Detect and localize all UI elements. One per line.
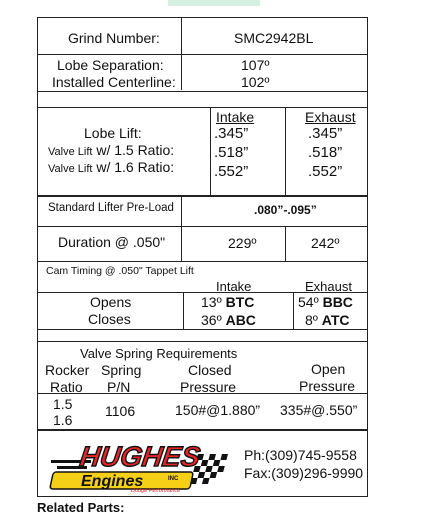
- lift-exhaust-header: Exhaust: [305, 109, 356, 125]
- divider: [293, 292, 294, 329]
- top-accent-bar: [168, 0, 260, 6]
- contact-phone: Ph:(309)745-9558: [244, 447, 357, 463]
- cam-timing-exhaust-header: Exhaust: [305, 279, 352, 294]
- cam-spec-card: [37, 17, 368, 497]
- duration-label: Duration @ .050": [58, 234, 166, 250]
- spring-col-closed-pressure: Pressure: [180, 379, 237, 395]
- divider: [181, 18, 182, 54]
- cam-timing-title: Cam Timing @ .050" Tappet Lift: [46, 265, 194, 277]
- opens-label: Opens: [90, 294, 132, 310]
- valve-lift-15-exhaust: .518”: [308, 144, 343, 161]
- logo-inc-text: INC: [168, 476, 179, 482]
- logo-engines-text: Engines: [81, 473, 144, 490]
- lobe-separation-label: Lobe Separation:: [57, 57, 164, 73]
- spring-open-value: 335#@.550”: [280, 402, 358, 418]
- spring-col-spring: Spring: [101, 362, 142, 378]
- contact-fax: Fax:(309)296-9990: [244, 465, 364, 481]
- spring-col-open: Open: [311, 361, 346, 377]
- divider: [38, 341, 367, 342]
- divider: [38, 195, 367, 197]
- divider: [38, 107, 367, 108]
- divider: [183, 292, 184, 329]
- spring-col-open-pressure: Pressure: [299, 378, 356, 394]
- divider: [38, 261, 367, 262]
- closes-label: Closes: [88, 311, 131, 327]
- divider: [38, 91, 367, 92]
- grind-number-value: SMC2942BL: [234, 30, 314, 46]
- lobe-separation-value: 107º: [241, 57, 270, 73]
- divider: [210, 107, 211, 196]
- divider: [38, 429, 367, 431]
- hughes-engines-logo: [43, 436, 243, 496]
- closes-intake: 36º ABC: [201, 312, 256, 328]
- hughes-engines-logo-graphic: [43, 436, 243, 496]
- spring-title: Valve Spring Requirements: [80, 346, 238, 361]
- lobe-lift-label: Lobe Lift:: [84, 125, 142, 141]
- duration-exhaust: 242º: [311, 235, 340, 251]
- divider: [38, 393, 367, 394]
- divider: [181, 226, 182, 261]
- divider: [181, 54, 182, 90]
- spring-col-ratio: Ratio: [50, 379, 83, 395]
- installed-centerline-value: 102º: [241, 74, 270, 90]
- divider: [38, 292, 367, 293]
- spring-ratio-2: 1.6: [53, 412, 73, 428]
- preload-value: .080”-.095”: [254, 203, 317, 217]
- spring-pn: 1106: [105, 403, 136, 419]
- related-parts-heading: Related Parts:: [37, 500, 125, 515]
- spring-col-rocker: Rocker: [45, 362, 90, 378]
- lift-intake-header: Intake: [216, 109, 255, 125]
- installed-centerline-label: Installed Centerline:: [52, 74, 176, 90]
- divider: [285, 107, 286, 196]
- logo-hughes-text: HUGHES: [77, 441, 203, 472]
- divider: [38, 329, 367, 330]
- valve-lift-16-exhaust: .552”: [308, 163, 343, 180]
- grind-number-label: Grind Number:: [68, 30, 160, 46]
- closes-exhaust: 8º ATC: [305, 312, 350, 328]
- valve-lift-16-intake: .552”: [214, 163, 249, 180]
- opens-intake: 13º BTC: [201, 294, 255, 310]
- opens-exhaust: 54º BBC: [298, 294, 353, 310]
- duration-intake: 229º: [228, 235, 257, 251]
- spring-ratio-1: 1.5: [53, 396, 73, 412]
- lobe-lift-intake: .345”: [214, 125, 249, 142]
- preload-label: Standard Lifter Pre-Load: [48, 202, 174, 214]
- valve-lift-16-label: Valve Lift w/ 1.6 Ratio:: [48, 159, 175, 175]
- valve-lift-15-intake: .518”: [214, 144, 249, 161]
- valve-lift-15-label: Valve Lift w/ 1.5 Ratio:: [48, 142, 175, 158]
- logo-tag-text: Dodge Performance: [131, 488, 181, 494]
- spring-col-closed: Closed: [188, 362, 232, 378]
- spring-closed-value: 150#@1.880”: [175, 402, 261, 418]
- lobe-lift-exhaust: .345”: [308, 125, 343, 142]
- divider: [38, 54, 367, 55]
- divider: [285, 226, 286, 261]
- divider: [38, 226, 367, 227]
- spring-col-pn: P/N: [107, 379, 131, 395]
- divider: [181, 195, 182, 226]
- cam-timing-intake-header: Intake: [216, 279, 252, 294]
